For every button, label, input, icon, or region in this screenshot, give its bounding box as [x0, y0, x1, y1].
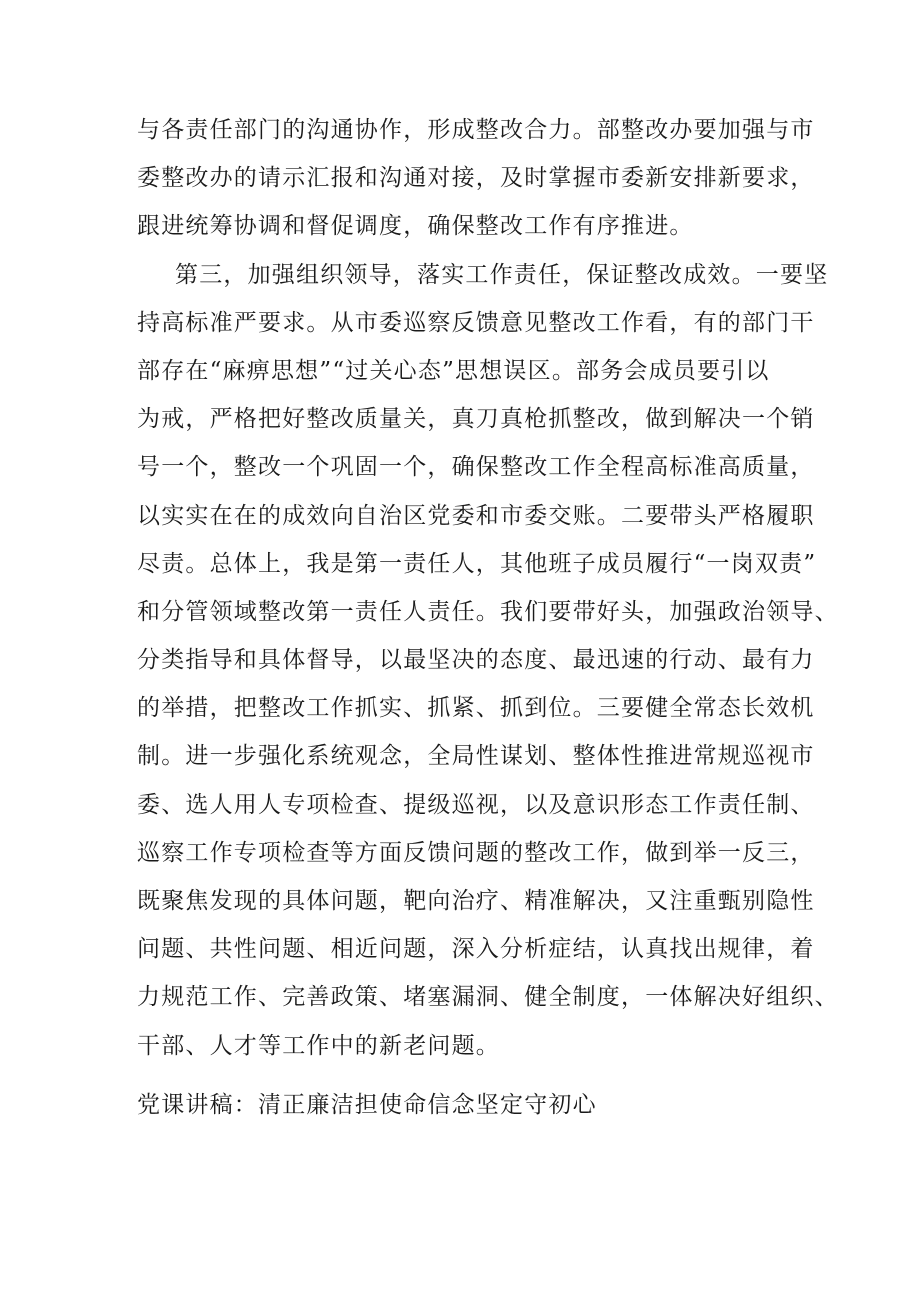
text-line: 部存在“麻痹思想”“过关心态”思想误区。部务会成员要引以 — [137, 357, 770, 384]
text-line: 力规范工作、完善政策、堵塞漏洞、健全制度，一体解决好组织、 — [137, 984, 839, 1011]
text-line: 问题、共性问题、相近问题，深入分析症结，认真找出规律，着 — [137, 936, 815, 963]
text-line: 委、选人用人专项检查、提级巡视，以及意识形态工作责任制、 — [137, 791, 815, 818]
document-body — [137, 106, 839, 1129]
text-line: 与各责任部门的沟通协作，形成整改合力。部整改办要加强与市 — [137, 117, 815, 143]
text-line: 分类指导和具体督导，以最坚决的态度、最迅速的行动、最有力 — [137, 647, 815, 674]
text-line: 为戒，严格把好整改质量关，真刀真枪抓整改，做到解决一个销 — [137, 406, 815, 433]
text-line: 持高标准严要求。从市委巡察反馈意见整改工作看，有的部门干 — [137, 309, 815, 336]
text-line: 委整改办的请示汇报和沟通对接，及时掌握市委新安排新要求， — [137, 165, 815, 192]
text-line: 既聚焦发现的具体问题，靶向治疗、精准解决，又注重甄别隐性 — [137, 888, 815, 914]
text-line: 巡察工作专项检查等方面反馈问题的整改工作，做到举一反三， — [137, 839, 815, 866]
text-line: 尽责。总体上，我是第一责任人，其他班子成员履行“一岗双责” — [137, 550, 817, 577]
paragraph-continuation — [137, 106, 815, 251]
text-line: 干部、人才等工作中的新老问题。 — [137, 1032, 500, 1059]
text-line: 制。进一步强化系统观念，全局性谋划、整体性推进常规巡视市 — [137, 743, 815, 770]
text-line: 第三，加强组织领导，落实工作责任，保证整改成效。一要坚 — [175, 261, 829, 288]
text-line: 的举措，把整改工作抓实、抓紧、抓到位。三要健全常态长效机 — [137, 695, 815, 722]
text-line: 号一个，整改一个巩固一个，确保整改工作全程高标准高质量， — [137, 454, 815, 481]
text-line: 跟进统筹协调和督促调度，确保整改工作有序推进。 — [137, 213, 694, 240]
next-article-title: 党课讲稿：清正廉洁担使命信念坚定守初心 — [137, 1091, 597, 1118]
paragraph-third-point — [137, 251, 839, 1070]
text-line: 和分管领域整改第一责任人责任。我们要带好头，加强政治领导、 — [137, 598, 839, 625]
text-line: 以实实在在的成效向自治区党委和市委交账。二要带头严格履职 — [137, 502, 815, 529]
